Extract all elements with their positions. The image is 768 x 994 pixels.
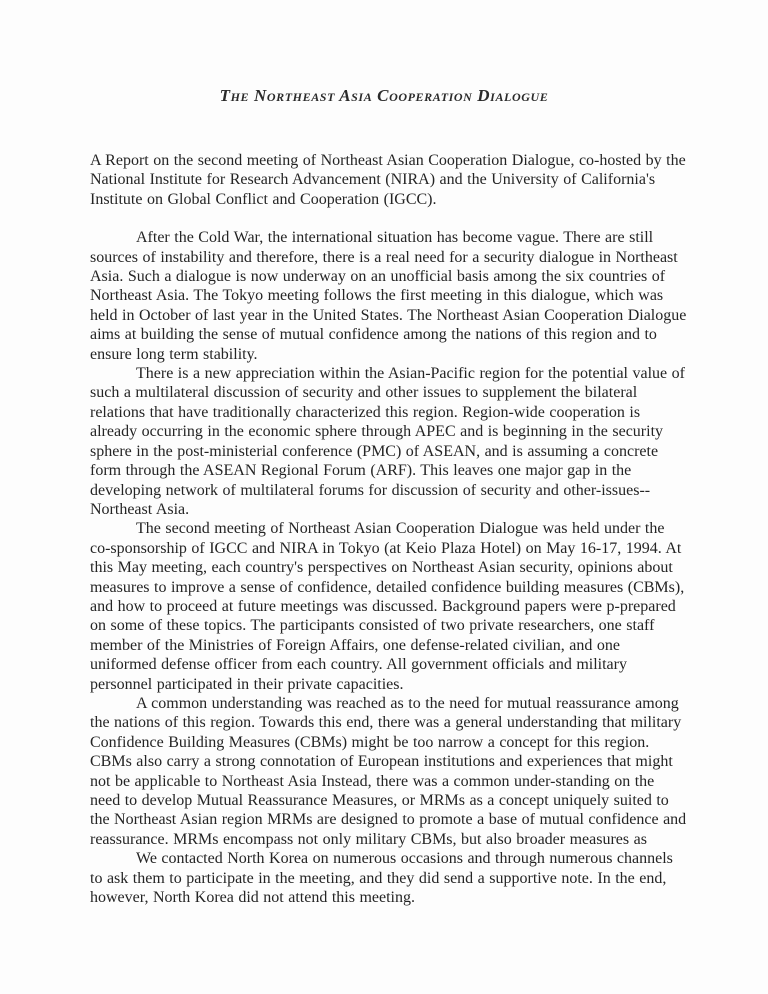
paragraph-cold-war: After the Cold War, the international situation has become vague. There are still sources of instability and therefore, there is a real need for a security dialogue in Northeast Asia. Such a dialogue is now underway on an unofficial basis among the six countries of Northeast Asia. The Tokyo meeting follows the first meeting in this dialogue, which was held in October of last year in the United States. The Northeast Asian Cooperation Dialogue aims at building the sense of mutual confidence among the nations of this region and to ensure long term stability. bbox=[90, 229, 687, 363]
paragraph-asian-pacific-appreciation: There is a new appreciation within the Asian-Pacific region for the potential value of such a multilateral discussion of security and other issues to supplement the bilateral relations that have traditionally characterized this region. Region-wide cooperation is already occurring in the economic sphere through APEC and is beginning in the security sphere in the post-ministerial conference (PMC) of ASEAN, and is assuming a concrete form through the ASEAN Regional Forum (ARF). This leaves one major gap in the developing network of multilateral forums for discussion of security and other-issues--Northeast Asia. bbox=[90, 365, 685, 518]
document-body bbox=[90, 151, 688, 907]
paragraph-north-korea-contact: We contacted North Korea on numerous occasions and through numerous channels to ask them to participate in the meeting, and they did send a supportive note. In the end, however, North Korea did not attend this meeting. bbox=[90, 850, 673, 907]
paragraph-second-meeting-details: The second meeting of Northeast Asian Cooperation Dialogue was held under the co-sponsorship of IGCC and NIRA in Tokyo (at Keio Plaza Hotel) on May 16-17, 1994. At this May meeting, each country's perspectives on Northeast Asian security, opinions about measures to improve a sense of confidence, detailed confidence building measures (CBMs), and how to proceed at future meetings was discussed. Background papers were p-prepared on some of these topics. The participants consisted of two private researchers, one staff member of the Ministries of Foreign Affairs, one defense-related civilian, and one uniformed defense officer from each country. All government officials and military personnel participated in their private capacities. bbox=[90, 520, 685, 693]
paragraph-report-intro: A Report on the second meeting of Northeast Asian Cooperation Dialogue, co-hosted by the National Institute for Research Advancement (NIRA) and the University of California's Institute on Global Conflict and Cooperation (IGCC). bbox=[90, 152, 686, 208]
document-title: The Northeast Asia Cooperation Dialogue bbox=[219, 86, 549, 105]
paragraph-common-understanding-mrms: A common understanding was reached as to the need for mutual reassurance among the nations of this region. Towards this end, there was a general understanding that military Confidence Building Measures (CBMs) might be too narrow a concept for this region. CBMs also carry a strong connotation of European institutions and experiences that might not be applicable to Northeast Asia Instead, there was a common under-standing on the need to develop Mutual Reassurance Measures, or MRMs as a concept uniquely suited to the Northeast Asian region MRMs are designed to promote a base of mutual confidence and reassurance. MRMs encompass not only military CBMs, but also broader measures as bbox=[90, 694, 687, 848]
